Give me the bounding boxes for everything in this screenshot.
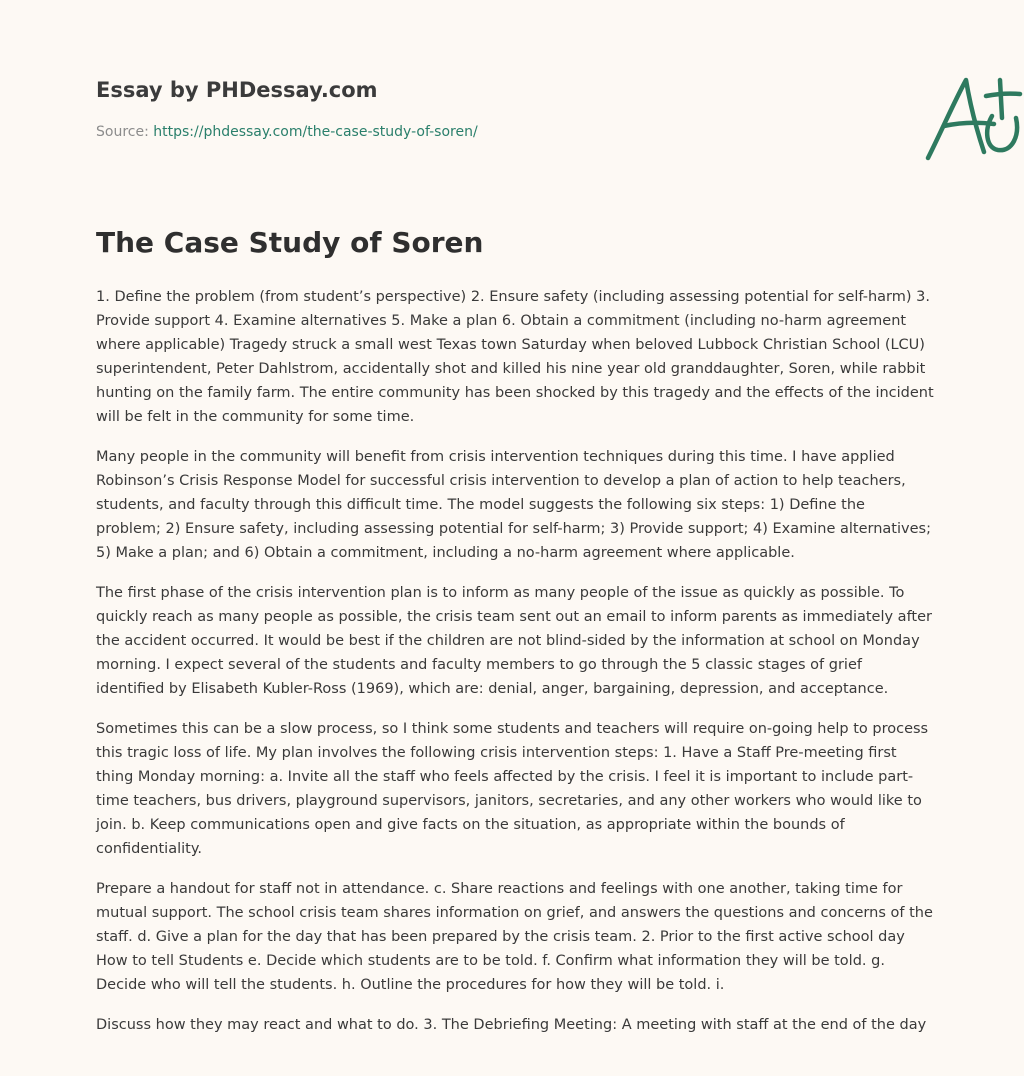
paragraph: The first phase of the crisis intervention plan is to inform as many people of the issue as quickly as possible. To quickly reach as many people as possible, the crisis team sent out an email to inform parents as immediately after the accident occurred. It would be best if the children are not blind-sided by the information at school on Monday morning. I expect several of the students and faculty members to go through the 5 classic stages of grief identified by Elisabeth Kubler-Ross (1969), which are: denial, anger, bargaining, depression, and acceptance.: [96, 585, 932, 697]
paragraph: Many people in the community will benefit from crisis intervention techniques during this time. I have applied Robinson’s Crisis Response Model for successful crisis intervention to develop a plan of action to help teachers, students, and faculty through this difficult time. The model suggests the following six steps: 1) Define the problem; 2) Ensure safety, including assessing potential for self-harm; 3) Provide support; 4) Examine alternatives; 5) Make a plan; and 6) Obtain a commitment, including a no-harm agreement where applicable.: [96, 449, 931, 561]
paragraph: Sometimes this can be a slow process, so I think some students and teachers will require on-going help to process this tragic loss of life. My plan involves the following crisis intervention steps: 1. Have a Staff Pre-meeting first thing Monday morning: a. Invite all the staff who feels affected by the crisis. I feel it is important to include part-time teachers, bus drivers, playground supervisors, janitors, secretaries, and any other workers who would like to join. b. Keep communications open and give facts on the situation, as appropriate within the bounds of confidentiality.: [96, 721, 929, 857]
article-body: [96, 285, 934, 1053]
paragraph: Discuss how they may react and what to do. 3. The Debriefing Meeting: A meeting with staff at the end of the day: [96, 1017, 927, 1033]
paragraph: 1. Define the problem (from student’s perspective) 2. Ensure safety (including assessing potential for self-harm) 3. Provide support 4. Examine alternatives 5. Make a plan 6. Obtain a commitment (including no-harm agreement where applicable) Tragedy struck a small west Texas town Saturday when beloved Lubbock Christian School (LCU) superintendent, Peter Dahlstrom, accidentally shot and killed his nine year old granddaughter, Soren, while rabbit hunting on the family farm. The entire community has been shocked by this tragedy and the effects of the incident will be felt in the community for some time.: [96, 289, 934, 425]
paragraph: Prepare a handout for staff not in attendance. c. Share reactions and feelings with one another, taking time for mutual support. The school crisis team shares information on grief, and answers the questions and concerns of the staff. d. Give a plan for the day that has been prepared by the crisis team. 2. Prior to the first active school day How to tell Students e. Decide which students are to be told. f. Confirm what information they will be told. g. Decide who will tell the students. h. Outline the procedures for how they will be told. i.: [96, 881, 933, 993]
source-line: [96, 124, 478, 140]
article-title: The Case Study of Soren: [96, 226, 484, 259]
source-link[interactable]: https://phdessay.com/the-case-study-of-soren/: [153, 124, 478, 140]
source-label: Source:: [96, 124, 154, 140]
brand-heading: Essay by PHDessay.com: [96, 78, 378, 102]
a-plus-grade-icon: [918, 66, 1024, 166]
